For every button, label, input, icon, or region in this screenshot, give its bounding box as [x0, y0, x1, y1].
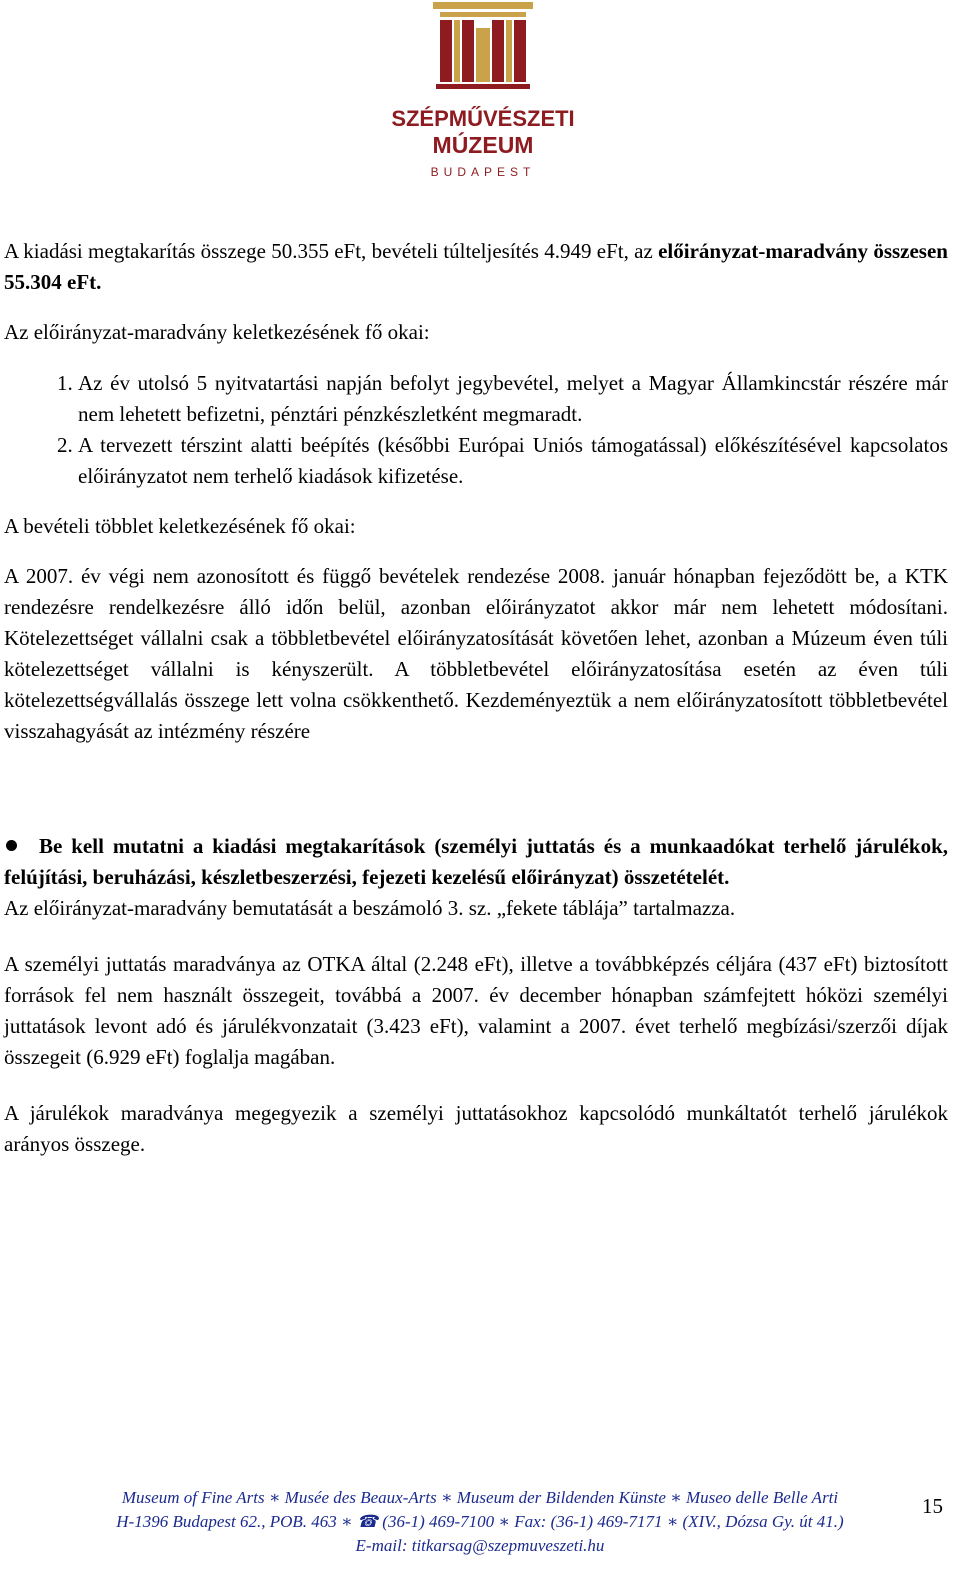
paragraph-revenue-heading: A bevételi többlet keletkezésének fő okai:	[4, 514, 356, 538]
museum-logo	[378, 0, 588, 185]
footer-line-address: H-1396 Budapest 62., POB. 463 ∗ ☎ (36-1) 469-7100 ∗ Fax: (36-1) 469-7171 ∗ (XIV., Dózsa Gy. út 41.)	[116, 1512, 844, 1531]
museum-logo-graphic	[378, 0, 588, 185]
reason-item-2: 2. A tervezett térszint alatti beépítés (későbbi Európai Uniós támogatással) előkészítésével kapcsolatos előirányzatot nem terhelő kiadások kifizetése.	[78, 430, 948, 492]
logo-text-line3: BUDAPEST	[430, 165, 536, 179]
bullet-text: Be kell mutatni a kiadási megtakarítások (személyi juttatás és a munkaadókat terhelő járulékok, felújítási, beruházási, készletbeszerzési, fejezeti kezelésű előirányzat) összetételét.	[4, 834, 948, 889]
paragraph-contributions-remainder: A járulékok maradványa megegyezik a személyi juttatásokhoz kapcsolódó munkáltatót terhelő járulékok arányos összege.	[4, 1101, 948, 1156]
footer-line-email: E-mail: titkarsag@szepmuveszeti.hu	[355, 1536, 605, 1555]
document-body	[4, 236, 948, 1160]
paragraph-savings	[4, 236, 948, 298]
footer-line-names: Museum of Fine Arts ∗ Musée des Beaux-Arts ∗ Museum der Bildenden Künste ∗ Museo delle Belle Arti	[121, 1488, 839, 1507]
paragraph-revenue-explanation: A 2007. év végi nem azonosított és függő bevételek rendezése 2008. január hónapban fejeződött be, a KTK rendezésre rendelkezésre álló időn belül, azonban előirányzatot akkor már nem lehetett módosítani. Kötelezettséget vállalni csak a többletbevétel előirányzatosítását követően lehet, azonban a Múzeum éven túli kötelezettséget vállalni is kényszerült. A többletbevétel előirányzatosítása esetén az éven túli kötelezettségvállalás összege lett volna csökkenthető. Kezdeményeztük a nem előirányzatosított többletbevétel visszahagyását az intézmény részére	[4, 564, 948, 743]
reasons-list	[4, 368, 948, 492]
paragraph-table-reference: Az előirányzat-maradvány bemutatását a beszámoló 3. sz. „fekete táblája” tartalmazza.	[4, 896, 736, 920]
savings-text: A kiadási megtakarítás összege 50.355 eFt, bevételi túlteljesítés 4.949 eFt, az	[4, 239, 659, 263]
page-number: 15	[922, 1494, 943, 1518]
paragraph-reasons-heading: Az előirányzat-maradvány keletkezésének fő okai:	[4, 320, 430, 344]
paragraph-personnel-remainder: A személyi juttatás maradványa az OTKA által (2.248 eFt), illetve a továbbképzés céljára (437 eFt) biztosított források fel nem használt összegeit, továbbá a 2007. év december hónapban számfejtett hóközi személyi juttatások levont adó és járulékvonzatait (3.423 eFt), valamint a 2007. évet terhelő megbízási/szerzői díjak összegeit (6.929 eFt) foglalja magában.	[4, 952, 948, 1069]
bullet-icon	[6, 840, 17, 851]
savings-total-text: előirányzat-maradvány összesen 55.304 eFt.	[4, 239, 948, 294]
logo-text-line1: SZÉPMŰVÉSZETI	[391, 106, 575, 131]
bullet-item	[4, 831, 948, 893]
page-footer	[0, 1486, 960, 1558]
reason-item-1: 1. Az év utolsó 5 nyitvatartási napján befolyt jegybevétel, melyet a Magyar Államkincstár részére már nem lehetett befizetni, pénztári pénzkészletként megmaradt.	[78, 368, 948, 430]
logo-text-line2: MÚZEUM	[432, 132, 534, 158]
